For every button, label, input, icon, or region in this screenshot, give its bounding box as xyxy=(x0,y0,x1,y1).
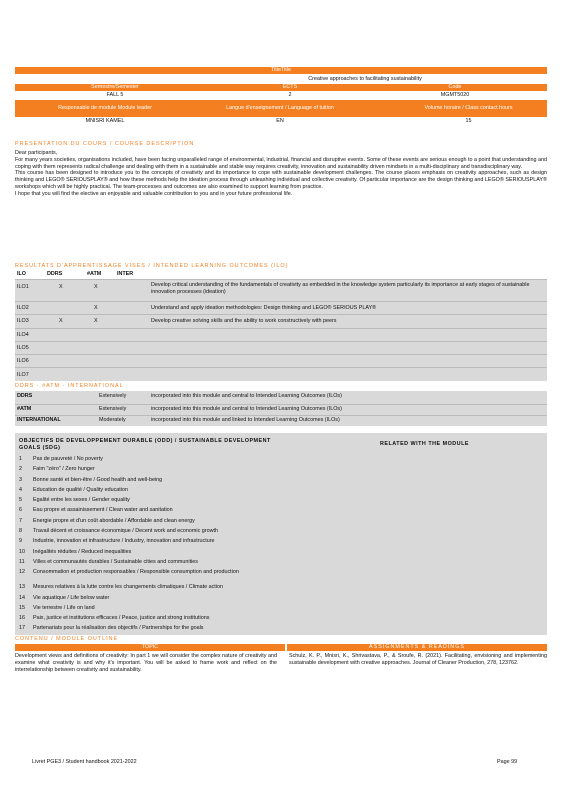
sdg-goal-row xyxy=(19,569,379,584)
sdg-goal-row xyxy=(19,456,379,466)
responsable-label: Responsable de module Module leader xyxy=(58,105,152,112)
sdg-goal-number: 10 xyxy=(19,548,25,555)
atm-col-header: #ATM xyxy=(87,271,102,278)
title-label-bar xyxy=(15,67,547,74)
sdg-goal-number: 11 xyxy=(19,558,25,565)
table-row xyxy=(15,328,547,342)
sdg-goal-row xyxy=(19,497,379,507)
sdg-goal-number: 9 xyxy=(19,538,22,545)
sdg-goal-number: 8 xyxy=(19,528,22,535)
sdg-goal-text: Consommation et production responsables / Responsible consumption and production xyxy=(33,569,239,576)
ddrs-row-text: incorporated into this module and central to Intended Learning Outcomes (ILOs) xyxy=(151,393,342,399)
table-row xyxy=(15,415,547,426)
language-label: Langue d'enseignement / Language of tuition xyxy=(226,105,334,112)
title-label: TitleTitle xyxy=(271,67,291,74)
ilo-ddrs-mark: X xyxy=(59,318,63,324)
presentation-paragraph: Dear participants, xyxy=(15,150,58,156)
table-row xyxy=(15,341,547,355)
sdg-goal-text: Egalité entre les sexes / Gender equality xyxy=(33,497,130,504)
ilo-ddrs-mark: X xyxy=(59,284,63,290)
hours-value: 15 xyxy=(465,118,472,125)
topic-header: TOPIC xyxy=(15,644,285,651)
semester-value-row xyxy=(15,92,547,99)
table-row xyxy=(15,367,547,382)
leader-value-row xyxy=(15,118,547,125)
sdg-goal-number: 3 xyxy=(19,476,22,483)
ilo-id: ILO7 xyxy=(17,372,29,378)
footer-handbook: Livret PGE3 / Student handbook 2021-2022 xyxy=(32,759,137,765)
sdg-goal-text: Eau propre et assainissement / Clean water and sanitation xyxy=(33,507,173,514)
presentation-heading: PRESENTATION DU COURS / COURSE DESCRIPTION xyxy=(15,141,195,147)
semester-label-bar xyxy=(15,84,547,91)
sdg-goal-number: 13 xyxy=(19,584,25,591)
sdg-goal-number: 14 xyxy=(19,594,25,601)
ilo-atm-mark: X xyxy=(94,318,98,324)
ilo-col-header: ILO xyxy=(17,271,26,278)
semester-value: FALL 5 xyxy=(106,92,124,99)
presentation-paragraph: This course has been designed to introduce you to the concepts of creativity and its importance to cope with sustainable development challenges. The course places emphasis on creativity approaches, such as design thinking and LEGO® SERIOUSPLAY® and how these methods help the ideation process through unleashing individual and collective creativity. Of particular importance are the design thinking and LEGO® SERIOUSPLAY® workshops which will be highly practical. The team-processes and outcomes are also examined to support learning from practice. xyxy=(15,170,547,190)
ilo-atm-mark: X xyxy=(94,305,98,311)
sdg-goal-text: Bonne santé et bien-être / Good health and well-being xyxy=(33,476,163,483)
presentation-body xyxy=(15,150,547,197)
sdg-goal-row xyxy=(19,477,379,487)
hours-label: Volume horaire / Class contact hours xyxy=(424,105,513,112)
sdg-related-header: RELATED WITH THE MODULE xyxy=(380,441,469,447)
ddrs-row-level: Moderately xyxy=(99,417,126,423)
language-value: EN xyxy=(276,118,284,125)
sdg-goal-number: 2 xyxy=(19,466,22,473)
inter-col-header: INTER xyxy=(117,271,134,278)
sdg-goal-row xyxy=(19,507,379,517)
sdg-goal-number: 6 xyxy=(19,507,22,514)
ilo-text: Develop creative solving skills and the ability to work constructively with peers xyxy=(151,318,337,324)
ilo-id: ILO1 xyxy=(17,284,29,290)
sdg-goal-text: Education de qualité / Quality education xyxy=(33,486,128,493)
sdg-goal-text: Inégalités réduites / Reduced inequalities xyxy=(33,548,132,555)
semester-label: Semestre/Semester xyxy=(91,84,139,91)
ddrs-row-label: DDRS xyxy=(17,393,33,399)
ilo-id: ILO2 xyxy=(17,305,29,311)
sdg-goal-number: 4 xyxy=(19,486,22,493)
ilo-text: Develop critical understanding of the fundamentals of creativity as embedded in the knowledge system particularly its importance at early stages of sustainable innovation processes (ideation) xyxy=(151,282,530,295)
ilo-heading: RESULTATS D'APPRENTISSAGE VISES / INTENDED LEARNING OUTCOMES (ILO) xyxy=(15,263,289,269)
ilo-id: ILO3 xyxy=(17,318,29,324)
table-row xyxy=(15,404,547,415)
sdg-goal-row xyxy=(19,549,379,559)
ilo-table xyxy=(15,279,547,381)
sdg-goal-text: Partenariats pour la réalisation des objectifs / Partnerships for the goals xyxy=(33,625,204,632)
ddrs-col-header: DDRS xyxy=(47,271,63,278)
ddrs-table xyxy=(15,391,547,426)
responsable-value: MNISRI KAMEL xyxy=(85,118,125,125)
ddrs-row-level: Extensively xyxy=(99,393,127,399)
topic-text: Development views and definitions of creativity: In part 1 we will consider the complex nature of creativity and examine what creativity is and why it's important. You will be asked to frame work and reflect on the interrelationship between creativity and sustainability. xyxy=(15,653,277,673)
table-row xyxy=(15,279,547,302)
table-row xyxy=(15,393,547,403)
code-label: Code xyxy=(448,84,462,91)
reading-text: Schulz, K. P., Mnisri, K., Shrivastava, P., & Sroufe, R. (2021). Facilitating, envisioning and implementing sustainable development with creative approaches. Journal of Cleaner Production, 278, 123762. xyxy=(289,653,547,666)
course-title: Creative approaches to facilitating sustainability xyxy=(308,75,422,82)
ects-label: ECTS xyxy=(282,84,298,91)
ects-value: 2 xyxy=(288,92,292,99)
sdg-goal-row xyxy=(19,584,379,594)
ilo-id: ILO4 xyxy=(17,332,29,338)
sdg-heading: OBJECTIFS DE DEVELOPPEMENT DURABLE (ODD) / SUSTAINABLE DEVELOPMENT GOALS (SDG) xyxy=(19,438,271,451)
presentation-paragraph: For many years societies, organisations included, have been facing unparalleled range of environmental, industrial, financial and disruptive events. Some of these events are serious enough to a point that understanding and coping with them represents radical challenge and dealing with them in a sustainable and stable way requires creativity, innovation and sustainability driven mindsets in a multi-disciplinary and transdisciplinary way. xyxy=(15,156,547,170)
sdg-goal-row xyxy=(19,518,379,528)
ilo-id: ILO6 xyxy=(17,358,29,364)
code-value: MGMT5020 xyxy=(440,92,470,99)
ilo-id: ILO5 xyxy=(17,345,29,351)
sdg-goal-text: Faim "zéro" / Zero hunger xyxy=(33,466,95,473)
sdg-goal-row xyxy=(19,559,379,569)
ilo-header-row xyxy=(15,271,547,278)
table-row xyxy=(15,301,547,315)
ilo-text: Understand and apply ideation methodologies: Design thinking and LEGO® SERIOUS PLAY® xyxy=(151,305,377,311)
table-row xyxy=(15,314,547,329)
sdg-goal-text: Villes et communautés durables / Sustainable cities and communities xyxy=(33,558,198,565)
ilo-atm-mark: X xyxy=(94,284,98,290)
sdg-goal-text: Pas de pauvreté / No poverty xyxy=(33,456,103,462)
ddrs-row-text: incorporated into this module and linked to Intended Learning Outcomes (ILOs) xyxy=(151,417,340,423)
leader-label-bar xyxy=(15,100,547,117)
sdg-list xyxy=(19,456,379,636)
sdg-goal-text: Energie propre et d'un coût abordable / Affordable and clean energy xyxy=(33,517,195,524)
title-row xyxy=(15,75,547,83)
ddrs-row-label: INTERNATIONAL xyxy=(17,417,61,423)
ddrs-row-level: Extensively xyxy=(99,406,127,412)
sdg-goal-number: 12 xyxy=(19,569,25,576)
sdg-goal-text: Vie terrestre / Life on land xyxy=(33,604,95,611)
sdg-goal-row xyxy=(19,487,379,497)
sdg-goal-row xyxy=(19,615,379,625)
sdg-goal-text: Industrie, innovation et infrastructure / Industry, innovation and infrastructure xyxy=(33,538,215,545)
sdg-goal-text: Mesures relatives à la lutte contre les changements climatiques / Climate action xyxy=(33,584,223,591)
sdg-goal-number: 17 xyxy=(19,625,25,632)
sdg-goal-row xyxy=(19,528,379,538)
sdg-goal-row xyxy=(19,466,379,476)
sdg-table xyxy=(15,433,547,635)
ddrs-row-text: incorporated into this module and central to Intended Learning Outcomes (ILOs) xyxy=(151,406,342,412)
sdg-goal-text: Vie aquatique / Life below water xyxy=(33,594,110,601)
sdg-goal-number: 5 xyxy=(19,497,22,504)
table-row xyxy=(15,354,547,368)
sdg-goal-text: Paix, justice et institutions efficaces / Peace, justice and strong institutions xyxy=(33,615,210,622)
ddrs-heading: DDRS - #ATM - INTERNATIONAL xyxy=(15,383,124,389)
footer-page-number: Page 99 xyxy=(497,759,518,765)
content-heading: CONTENU / MODULE OUTLINE xyxy=(15,636,119,642)
assignments-header: ASSIGNMENTS & READINGS xyxy=(287,644,547,651)
sdg-goal-text: Travail décent et croissance économique / Decent work and economic growth xyxy=(33,528,218,535)
sdg-goal-row xyxy=(19,595,379,605)
sdg-goal-number: 7 xyxy=(19,517,22,524)
sdg-goal-number: 15 xyxy=(19,604,25,611)
sdg-goal-number: 1 xyxy=(19,456,22,462)
sdg-goal-row xyxy=(19,625,379,635)
sdg-goal-row xyxy=(19,605,379,615)
sdg-goal-number: 16 xyxy=(19,615,25,622)
ddrs-row-label: #ATM xyxy=(17,406,32,412)
sdg-goal-row xyxy=(19,538,379,548)
presentation-paragraph: I hope that you will find the elective an enjoyable and valuable contribution to you and in your future professional life. xyxy=(15,190,293,197)
